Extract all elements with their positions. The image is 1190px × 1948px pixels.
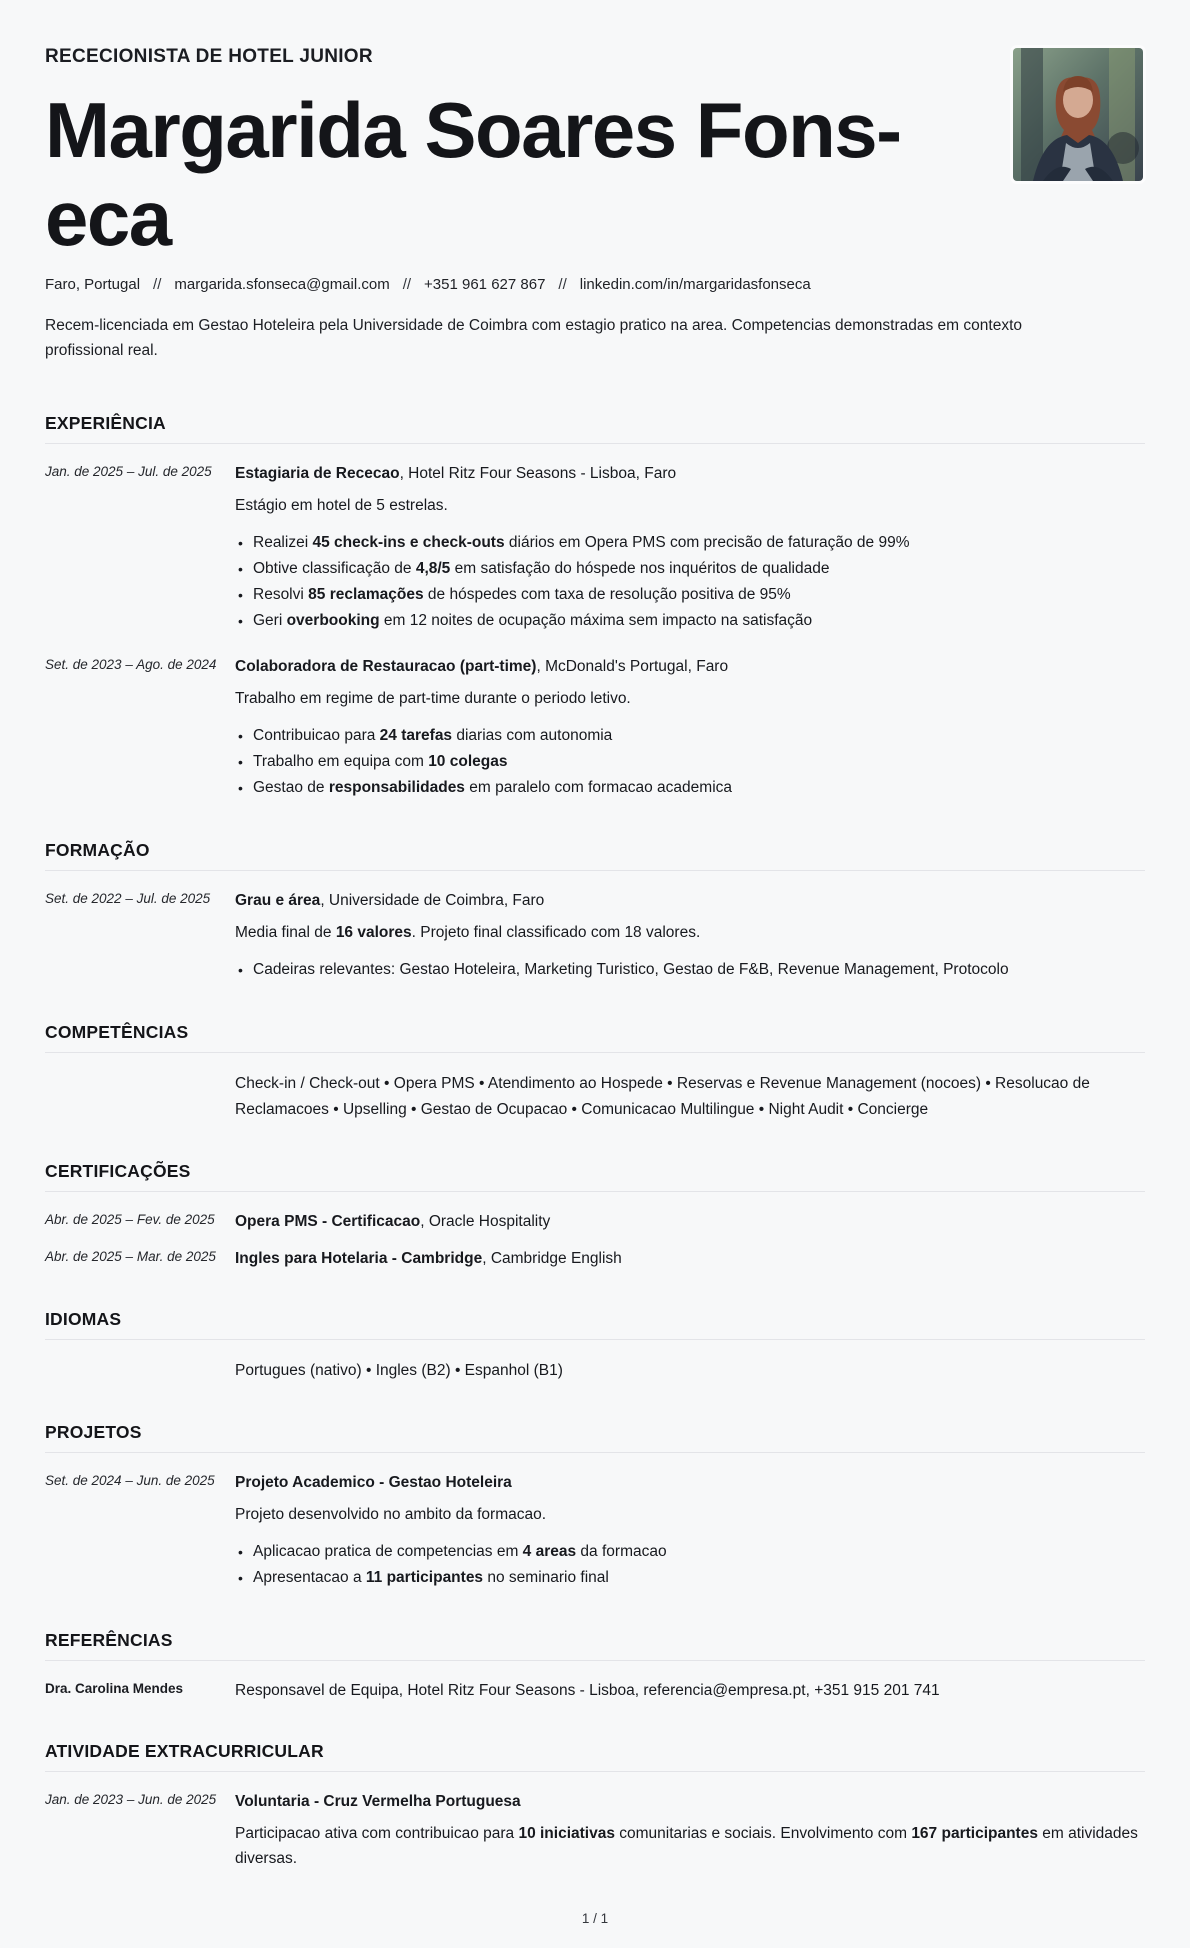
entry-bullets xyxy=(235,958,1145,982)
languages-list: Portugues (nativo) • Ingles (B2) • Espanhol (B1) xyxy=(235,1361,563,1379)
section-divider xyxy=(45,1660,1145,1661)
entry-degree: Grau e área xyxy=(235,891,321,909)
profile-photo xyxy=(1013,48,1143,181)
empty-date-cell xyxy=(45,1071,235,1123)
certification-issuer: , Cambridge English xyxy=(482,1249,622,1267)
certification-name: Ingles para Hotelaria - Cambridge xyxy=(235,1249,483,1267)
entry-bullets xyxy=(235,724,1145,800)
resume-header xyxy=(45,40,1145,379)
job-role-label: RECECIONISTA DE HOTEL JUNIOR xyxy=(45,46,373,67)
entry-company: , Hotel Ritz Four Seasons - Lisboa, Faro xyxy=(399,464,677,482)
contact-linkedin: linkedin.com/in/margaridasfonseca xyxy=(579,276,811,294)
entry-date: Jan. de 2025 – Jul. de 2025 xyxy=(45,463,212,479)
entry-date: Abr. de 2025 – Fev. de 2025 xyxy=(45,1211,215,1227)
certification-entry xyxy=(45,1247,1145,1271)
entry-date: Set. de 2024 – Jun. de 2025 xyxy=(45,1472,215,1488)
entry-description: Trabalho em regime de part-time durante o periodo letivo. xyxy=(235,689,631,707)
section-title-projects: PROJETOS xyxy=(45,1421,142,1442)
bullet-item: • Trabalho em equipa com 10 colegas xyxy=(235,750,1135,774)
section-title-experience: EXPERIÊNCIA xyxy=(45,412,166,433)
section-references xyxy=(45,1630,1145,1707)
entry-date: Set. de 2023 – Ago. de 2024 xyxy=(45,656,217,672)
section-title-education: FORMAÇÃO xyxy=(45,839,150,860)
section-title-references: REFERÊNCIAS xyxy=(45,1629,173,1650)
experience-entry xyxy=(45,462,1145,635)
bullet-item: • Obtive classificação de 4,8/5 em satisfação do hóspede nos inquéritos de qualidade xyxy=(235,557,1135,581)
entry-description: Media final de 16 valores. Projeto final classificado com 18 valores. xyxy=(235,923,701,941)
section-projects xyxy=(45,1422,1145,1596)
bullet-item: • Contribuicao para 24 tarefas diarias com autonomia xyxy=(235,724,1135,748)
reference-entry xyxy=(45,1679,1145,1703)
project-entry xyxy=(45,1471,1145,1592)
section-extracurricular xyxy=(45,1741,1145,1875)
reference-name: Dra. Carolina Mendes xyxy=(45,1680,184,1696)
languages-row xyxy=(45,1358,1145,1384)
entry-title xyxy=(235,1247,1145,1271)
contact-separator: // xyxy=(558,276,567,294)
entry-title xyxy=(235,1471,1145,1495)
section-title-extracurricular: ATIVIDADE EXTRACURRICULAR xyxy=(45,1740,324,1761)
section-title-certifications: CERTIFICAÇÕES xyxy=(45,1160,191,1181)
entry-date: Set. de 2022 – Jul. de 2025 xyxy=(45,890,211,906)
bullet-item: • Aplicacao pratica de competencias em 4 areas da formacao xyxy=(235,1540,1135,1564)
profile-summary: Recem-licenciada em Gestao Hoteleira pela Universidade de Coimbra com estagio pratico na area. Competencias demonstradas em contexto profissional real. xyxy=(45,317,1022,360)
bullet-item: • Realizei 45 check-ins e check-outs diários em Opera PMS com precisão de faturação de 99% xyxy=(235,531,1135,555)
certification-entry xyxy=(45,1210,1145,1234)
section-education xyxy=(45,840,1145,988)
section-divider xyxy=(45,1052,1145,1053)
section-title-languages: IDIOMAS xyxy=(45,1308,122,1329)
entry-description: Participacao ativa com contribuicao para 10 iniciativas comunitarias e sociais. Envolvimento com 167 participantes em atividades diversas. xyxy=(235,1824,1138,1867)
section-languages xyxy=(45,1309,1145,1388)
certification-issuer: , Oracle Hospitality xyxy=(420,1212,551,1230)
extracurricular-entry xyxy=(45,1790,1145,1871)
page-number-indicator: 1 / 1 xyxy=(581,1910,609,1926)
entry-bullets xyxy=(235,1540,1145,1590)
section-title-skills: COMPETÊNCIAS xyxy=(45,1021,189,1042)
entry-title xyxy=(235,655,1145,679)
entry-title xyxy=(235,1210,1145,1234)
entry-school: , Universidade de Coimbra, Faro xyxy=(320,891,545,909)
reference-details: Responsavel de Equipa, Hotel Ritz Four Seasons - Lisboa, referencia@empresa.pt, +351 915 201 741 xyxy=(235,1681,940,1699)
contact-line xyxy=(45,276,1145,293)
section-skills xyxy=(45,1022,1145,1127)
contact-email: margarida.sfonseca@gmail.com xyxy=(174,276,390,294)
contact-separator: // xyxy=(402,276,412,294)
entry-role: Colaboradora de Restauracao (part-time) xyxy=(235,657,537,675)
entry-title xyxy=(235,889,1145,913)
skills-row xyxy=(45,1071,1145,1123)
contact-location: Faro, Portugal xyxy=(45,276,141,294)
entry-description: Estágio em hotel de 5 estrelas. xyxy=(235,496,448,514)
bullet-item: • Gestao de responsabilidades em paralelo com formacao academica xyxy=(235,776,1135,800)
entry-date: Jan. de 2023 – Jun. de 2025 xyxy=(45,1791,217,1807)
project-name: Projeto Academico - Gestao Hoteleira xyxy=(235,1473,512,1491)
section-divider xyxy=(45,443,1145,444)
profile-photo-image xyxy=(1013,48,1143,181)
candidate-name: Margarida Soares Fonseca xyxy=(45,86,903,263)
section-experience xyxy=(45,413,1145,806)
entry-company: , McDonald's Portugal, Faro xyxy=(536,657,729,675)
bullet-item: • Resolvi 85 reclamações de hóspedes com taxa de resolução positiva de 95% xyxy=(235,583,1135,607)
entry-description: Projeto desenvolvido no ambito da formacao. xyxy=(235,1505,547,1523)
certification-name: Opera PMS - Certificacao xyxy=(235,1212,421,1230)
experience-entry xyxy=(45,655,1145,802)
activity-name: Voluntaria - Cruz Vermelha Portuguesa xyxy=(235,1792,521,1810)
bullet-item: • Apresentacao a 11 participantes no seminario final xyxy=(235,1566,1135,1590)
section-divider xyxy=(45,1339,1145,1340)
entry-date: Abr. de 2025 – Mar. de 2025 xyxy=(45,1248,216,1264)
page-footer xyxy=(45,1875,1145,1926)
bullet-item: • Geri overbooking em 12 noites de ocupação máxima sem impacto na satisfação xyxy=(235,609,1135,633)
contact-phone: +351 961 627 867 xyxy=(424,276,546,294)
section-certifications xyxy=(45,1161,1145,1275)
entry-role: Estagiaria de Rececao xyxy=(235,464,400,482)
section-divider xyxy=(45,1771,1145,1772)
section-divider xyxy=(45,1191,1145,1192)
skills-list: Check-in / Check-out • Opera PMS • Atendimento ao Hospede • Reservas e Revenue Management (nocoes) • Resolucao de Reclamacoes • Upselling • Gestao de Ocupacao • Comunicacao Multilingue • Night Audit • Concierge xyxy=(235,1074,1090,1118)
entry-title xyxy=(235,1790,1145,1814)
section-divider xyxy=(45,870,1145,871)
entry-title xyxy=(235,462,1145,486)
education-entry xyxy=(45,889,1145,984)
section-divider xyxy=(45,1452,1145,1453)
contact-separator: // xyxy=(153,276,162,294)
bullet-item: • Cadeiras relevantes: Gestao Hoteleira, Marketing Turistico, Gestao de F&B, Revenue Management, Protocolo xyxy=(235,958,1135,982)
entry-bullets xyxy=(235,531,1145,633)
empty-date-cell xyxy=(45,1358,235,1384)
